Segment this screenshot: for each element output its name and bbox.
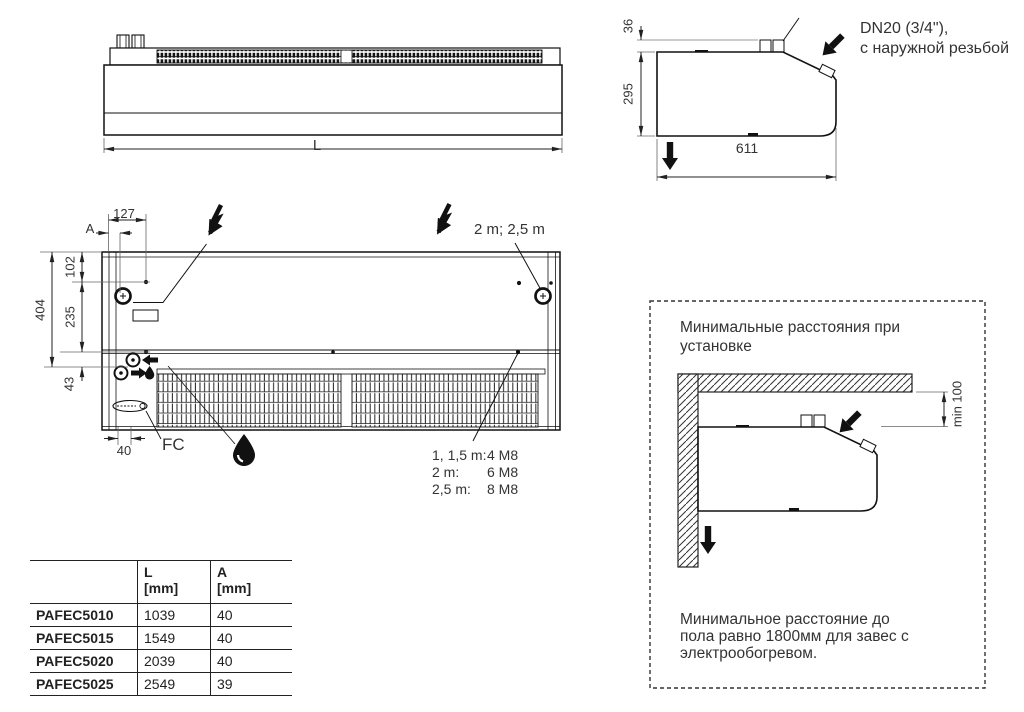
plan-dim-235-label: 235 bbox=[62, 306, 78, 328]
table-row bbox=[30, 604, 292, 627]
bolt-spec-qty-3: 8 M8 bbox=[487, 481, 519, 497]
length-cell: 1549 bbox=[138, 627, 211, 650]
plan-dim-404-label: 404 bbox=[32, 299, 48, 321]
pipe-leader-line bbox=[783, 18, 799, 41]
model-cell: PAFEC5015 bbox=[30, 627, 138, 650]
outlet-grille-left bbox=[157, 374, 341, 427]
airflow-down-arrow-icon bbox=[662, 142, 678, 170]
header-length-symbol: L bbox=[144, 564, 153, 580]
bottom-tick bbox=[748, 133, 758, 136]
pipe-note-line2: с наружной резьбой bbox=[860, 40, 1010, 57]
unit-body bbox=[104, 65, 562, 135]
side-dim-295-label: 295 bbox=[620, 83, 636, 105]
hanger-lengths-label: 2 m; 2,5 m bbox=[474, 221, 545, 238]
header-model bbox=[30, 561, 138, 604]
suspension-fitting-right bbox=[536, 289, 551, 304]
a-cell: 39 bbox=[211, 673, 293, 696]
water-connection-in bbox=[127, 354, 140, 367]
model-cell: PAFEC5020 bbox=[30, 650, 138, 673]
install-title-line1: Минимальные расстояния при bbox=[680, 319, 901, 336]
size-table bbox=[30, 560, 292, 696]
pipe-note-line1: DN20 (3/4"), bbox=[860, 20, 949, 37]
plan-dim-40-label: 40 bbox=[116, 443, 132, 458]
model-cell: PAFEC5025 bbox=[30, 673, 138, 696]
airflow-down-arrow-install-icon bbox=[700, 526, 716, 554]
table-row bbox=[30, 673, 292, 696]
table-row bbox=[30, 627, 292, 650]
plan-dim-a-label: A bbox=[85, 221, 95, 236]
length-cell: 2549 bbox=[138, 673, 211, 696]
plan-dim-102-label: 102 bbox=[62, 256, 78, 278]
a-cell: 40 bbox=[211, 650, 293, 673]
bolt-spec-len-1: 1, 1,5 m: bbox=[432, 447, 487, 463]
side-view-drawing bbox=[637, 18, 848, 181]
plan-dim-43-label: 43 bbox=[61, 376, 77, 392]
wall-hatch bbox=[678, 374, 698, 567]
plan-dim-127-label: 127 bbox=[113, 206, 135, 221]
top-tick bbox=[695, 50, 708, 53]
intake-grille bbox=[157, 50, 542, 63]
plan-view-drawing bbox=[40, 204, 560, 466]
water-drop-icon bbox=[233, 434, 255, 466]
front-view-drawing bbox=[104, 35, 562, 153]
water-connection-out bbox=[115, 367, 128, 380]
length-cell: 2039 bbox=[138, 650, 211, 673]
unit-profile bbox=[698, 427, 877, 511]
install-note-line3: электрообогревом. bbox=[680, 645, 818, 662]
ceiling-hatch bbox=[678, 374, 912, 392]
pipe-stubs bbox=[117, 35, 144, 48]
bolt-spec-qty-1: 4 M8 bbox=[487, 447, 519, 463]
side-outline bbox=[657, 52, 836, 136]
length-dimension bbox=[104, 138, 562, 153]
length-cell: 1039 bbox=[138, 604, 211, 627]
a-cell: 40 bbox=[211, 627, 293, 650]
side-dim-611-label: 611 bbox=[735, 140, 759, 156]
header-length-unit: [mm] bbox=[144, 580, 179, 596]
bolt-spec-len-2: 2 m: bbox=[432, 464, 460, 480]
fc-label: FC bbox=[162, 435, 185, 454]
electric-hazard-icon-right bbox=[439, 204, 450, 232]
min-clearance-label: min 100 bbox=[949, 380, 965, 428]
pipe-stubs-side bbox=[760, 40, 784, 52]
grille-top-bar bbox=[157, 369, 545, 374]
bolt-spec-len-3: 2,5 m: bbox=[432, 481, 471, 497]
electric-hazard-icon-left bbox=[210, 205, 221, 233]
install-title-line2: установке bbox=[680, 338, 752, 355]
install-note-line1: Минимальное расстояние до bbox=[680, 611, 890, 628]
header-a-unit: [mm] bbox=[217, 580, 252, 596]
pipe-stubs-install bbox=[801, 415, 825, 427]
model-cell: PAFEC5010 bbox=[30, 604, 138, 627]
header-a-symbol: A bbox=[217, 564, 228, 580]
header-length bbox=[138, 561, 211, 604]
table-row bbox=[30, 650, 292, 673]
outlet-grille-right bbox=[352, 374, 538, 427]
install-note-line2: пола равно 1800мм для завес с bbox=[680, 628, 909, 645]
front-length-dim-label: L bbox=[312, 137, 322, 154]
min-clearance-dimension bbox=[881, 392, 948, 427]
bolt-spec-qty-2: 6 M8 bbox=[487, 464, 519, 480]
a-cell: 40 bbox=[211, 604, 293, 627]
side-dim-36-label: 36 bbox=[620, 18, 636, 34]
airflow-arrow-icon bbox=[817, 30, 848, 61]
header-a-dim bbox=[211, 561, 293, 604]
suspension-fitting-left bbox=[116, 289, 131, 304]
